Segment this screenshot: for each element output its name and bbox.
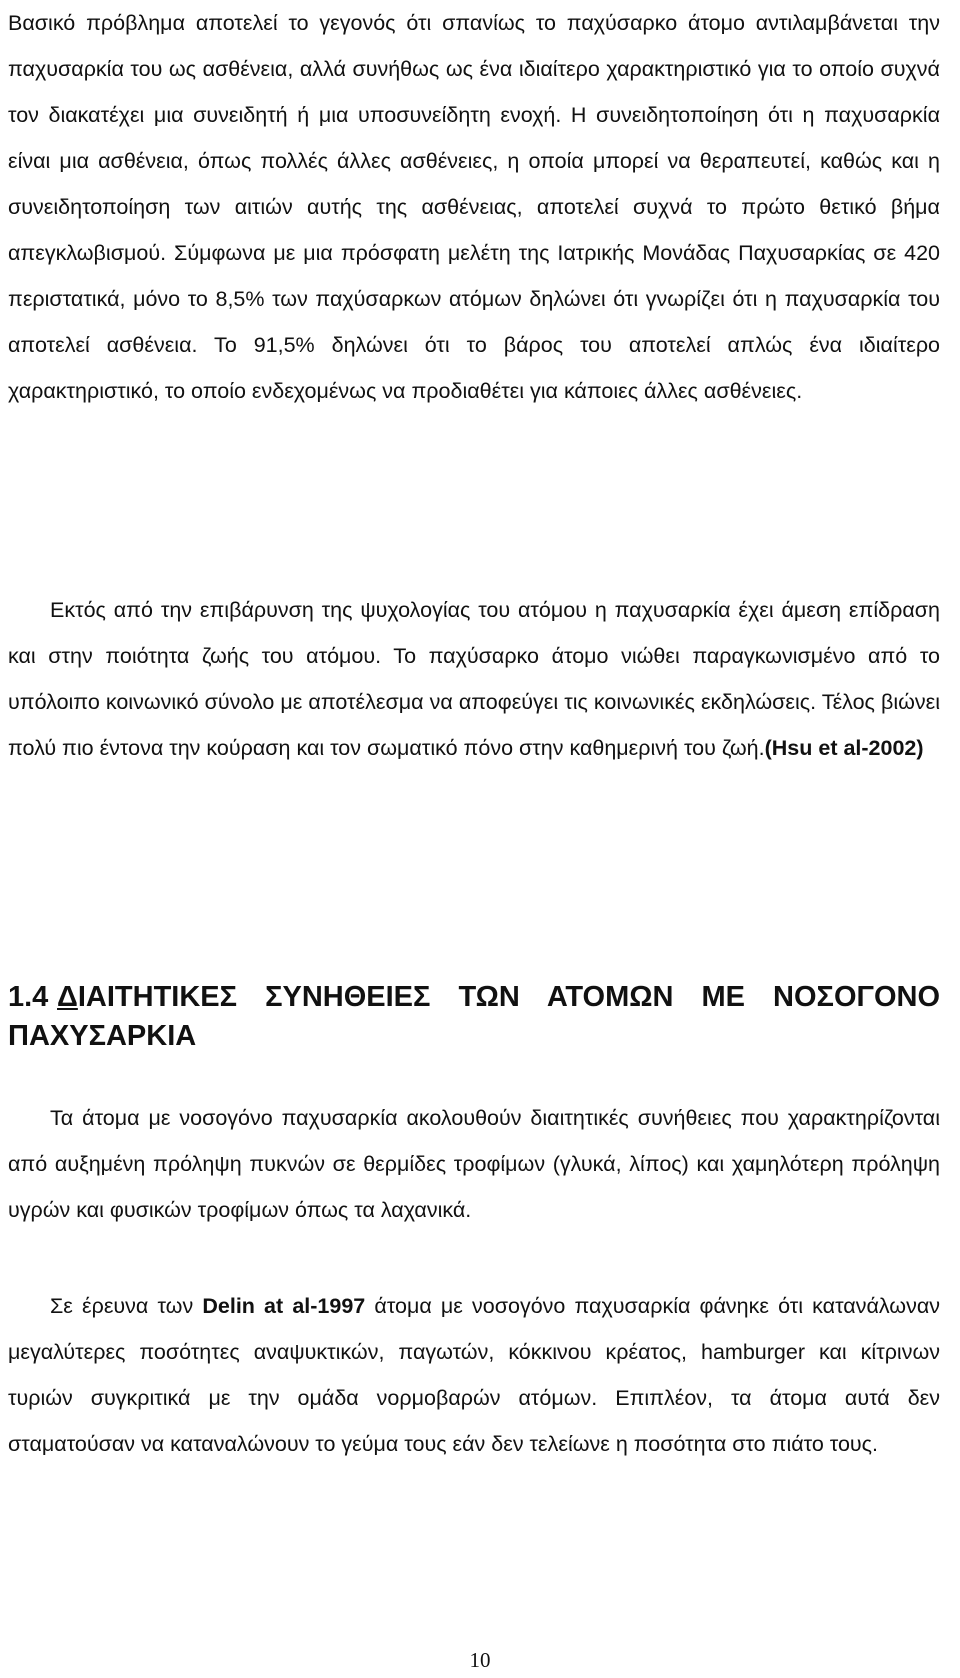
citation-hsu: (Hsu et al-2002) [764,736,924,760]
paragraph-sentence: Το 91,5% δηλώνει ότι το βάρος του αποτελεί απλώς ένα ιδιαίτερο χαρακτηριστικό, το οποίο ενδεχομένως να προδιαθέτει για κάποιες άλλες ασθένειες. [8,333,941,403]
body-paragraph-delin-study [8,1283,940,1467]
paragraph-text: Τα άτομα με νοσογόνο παχυσαρκία ακολουθούν διαιτητικές συνήθειες που χαρακτηρίζονται από αυξημένη πρόληψη πυκνών σε θερμίδες τροφίμων (γλυκά, λίπος) και χαμηλότερη πρόληψη υγρών και φυσικών τροφίμων όπως τα λαχανικά. [8,1106,940,1222]
body-paragraph-quality-of-life [8,587,940,771]
section-title-rest: ΙΑΙΤΗΤΙΚΕΣ ΣΥΝΗΘΕΙΕΣ ΤΩΝ ΑΤΟΜΩΝ ΜΕ ΝΟΣΟΓΟΝΟ ΠΑΧΥΣΑΡΚΙΑ [8,981,940,1052]
page-number: 10 [469,1648,491,1672]
section-title-first-letter: Δ [57,981,78,1013]
paragraph-sentence: Η συνειδητοποίηση ότι η παχυσαρκία είναι μια ασθένεια, όπως πολλές άλλες ασθένειες, η οποία μπορεί να θεραπευτεί, καθώς και η συνειδητοποίηση των αιτιών αυτής της ασθένειας, αποτελεί συχνά το πρώτο θετικό βήμα απεγκλωβισμού. [8,103,940,265]
body-paragraph-dietary-habits [8,1095,940,1233]
paragraph-text-before: Σε έρευνα των [50,1294,203,1318]
body-paragraph-obesity-perception [8,0,940,414]
paragraph-text: Εκτός από την επιβάρυνση της ψυχολογίας του ατόμου η παχυσαρκία έχει άμεση επίδραση και στην ποιότητα ζωής του ατόμου. Το παχύσαρκο άτομο νιώθει παραγκωνισμένο από το υπόλοιπο κοινωνικό σύνολο με αποτέλεσμα να αποφεύγει τις κοινωνικές εκδηλώσεις. Τέλος βιώνει πολύ πιο έντονα την κούραση και τον σωματικό πόνο στην καθημερινή του ζωή. [8,598,940,760]
section-number: 1.4 [8,981,49,1013]
section-heading [8,978,940,1056]
paragraph-sentence: Σύμφωνα με μια πρόσφατη μελέτη της Ιατρικής Μονάδας Παχυσαρκίας σε 420 περιστατικά, μόνο το 8,5% των παχύσαρκων ατόμων δηλώνει ότι γνωρίζει ότι η παχυσαρκία του αποτελεί ασθένεια. [8,241,940,357]
paragraph-sentence: Βασικό πρόβλημα αποτελεί το γεγονός ότι σπανίως το παχύσαρκο άτομο αντιλαμβάνεται την παχυσαρκία του ως ασθένεια, αλλά συνήθως ως ένα ιδιαίτερο χαρακτηριστικό για το οποίο συχνά τον διακατέχει μια συνειδητή ή μια υποσυνείδητη ενοχή. [8,11,940,127]
section-title [8,981,940,1052]
paragraph-text-after: άτομα με νοσογόνο παχυσαρκία φάνηκε ότι κατανάλωναν μεγαλύτερες ποσότητες αναψυκτικών, παγωτών, κόκκινου κρέατος, hamburger και κίτρινων τυριών συγκριτικά με την ομάδα νορμοβαρών ατόμων. Επιπλέον, τα άτομα αυτά δεν σταματούσαν να καταναλώνουν το γεύμα τους εάν δεν τελείωνε η ποσότητα στο πιάτο τους. [8,1294,941,1456]
citation-delin: Delin at al-1997 [202,1294,366,1318]
